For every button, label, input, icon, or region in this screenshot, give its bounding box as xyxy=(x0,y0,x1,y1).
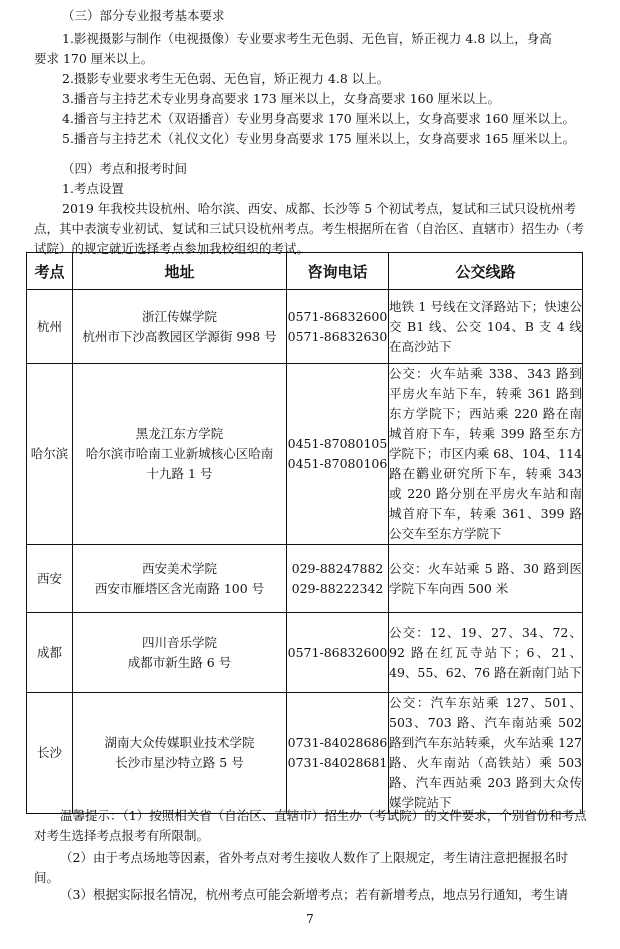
header-city: 考点 xyxy=(27,253,73,290)
venue-route: 公交：火车站乘 338、343 路到平房火车站下车，转乘 361 路到东方学院下；西站乘 220 路在南城首府下车，转乘 399 路至东方学院下；市区内乘 68、104、114 路在鹳业研究所下车，转乘 343 或 220 路分别在平房火车站和南城首府下车，转乘 361、399 路公交车至东方学院下 xyxy=(389,364,583,545)
venue-address xyxy=(73,545,287,613)
tip-1: 温馨提示：（1）按照相关省（自治区、直辖市）招生办（考试院）的文件要求，个别省份和考点对考生选择考点报考有所限制。 xyxy=(34,808,587,843)
venue-city: 哈尔滨 xyxy=(27,364,73,545)
venue-school: 西安美术学院 xyxy=(141,560,217,576)
venue-city: 长沙 xyxy=(27,693,73,814)
phone-number: 0451-87080105 xyxy=(287,436,388,451)
req-item-1-cont: 要求 170 厘米以上。 xyxy=(34,51,154,66)
venue-table-header xyxy=(27,253,583,290)
req-item-5: 5.播音与主持艺术（礼仪文化）专业男身高要求 175 厘米以上，女身高要求 165 厘米以上。 xyxy=(62,131,576,146)
phone-number: 0731-84028681 xyxy=(287,755,388,770)
venue-phone xyxy=(287,364,389,545)
venue-phone xyxy=(287,545,389,613)
venue-phone xyxy=(287,290,389,364)
venue-address xyxy=(73,693,287,814)
page-number: 7 xyxy=(306,912,314,926)
venue-school: 四川音乐学院 xyxy=(141,634,217,650)
section4-subheading: 1.考点设置 xyxy=(62,181,124,196)
venue-school: 黑龙江东方学院 xyxy=(135,426,224,441)
venue-street: 成都市新生路 6 号 xyxy=(127,654,232,670)
phone-number: 0731-84028686 xyxy=(287,735,388,750)
header-phone: 咨询电话 xyxy=(287,253,389,290)
phone-number: 029-88247882 xyxy=(291,560,384,576)
venue-address xyxy=(73,364,287,545)
tip-2: （2）由于考点场地等因素，省外考点对考生接收人数作了上限规定，考生请注意把握报名时间。 xyxy=(34,850,568,885)
venue-route: 地铁 1 号线在文泽路站下；快速公交 B1 线、公交 104、B 支 4 线在高沙站下 xyxy=(389,290,583,364)
venue-school: 浙江传媒学院 xyxy=(141,308,217,324)
venue-school: 湖南大众传媒职业技术学院 xyxy=(104,735,255,750)
phone-number: 0571-86832600 xyxy=(287,644,388,660)
table-row xyxy=(27,545,583,613)
venue-route: 公交：火车站乘 5 路、30 路到医学院下车向西 500 米 xyxy=(389,545,583,613)
venue-street: 长沙市星沙特立路 5 号 xyxy=(115,755,244,770)
section4-intro: 2019 年我校共设杭州、哈尔滨、西安、成都、长沙等 5 个初试考点，复试和三试只设杭州考点，其中表演专业初试、复试和三试只设杭州考点。考生根据所在省（自治区、直辖市）招生办（考试院）的规定就近选择考点参加我校组织的考试。 xyxy=(34,201,585,256)
phone-number: 0571-86832600 xyxy=(287,308,388,324)
venue-address xyxy=(73,613,287,693)
table-row xyxy=(27,364,583,545)
venue-street: 杭州市下沙高教园区学源街 998 号 xyxy=(82,328,277,344)
section4-heading: （四）考点和报考时间 xyxy=(62,161,188,176)
venue-street: 哈尔滨市哈南工业新城核心区哈南十九路 1 号 xyxy=(85,446,274,481)
req-item-3: 3.播音与主持艺术专业男身高要求 173 厘米以上，女身高要求 160 厘米以上。 xyxy=(62,91,501,106)
phone-number: 0451-87080106 xyxy=(287,456,388,471)
section3-heading: （三）部分专业报考基本要求 xyxy=(62,8,225,23)
header-bus-routes: 公交线路 xyxy=(389,253,583,290)
venue-route: 公交：汽车东站乘 127、501、503、703 路、汽车南站乘 502 路到汽车东站转乘，火车站乘 127 路、火车南站（高铁站）乘 503 路、汽车西站乘 203 路到大众传媒学院站下 xyxy=(389,693,583,814)
venue-phone xyxy=(287,613,389,693)
venue-city: 成都 xyxy=(27,613,73,693)
tip-3: （3）根据实际报名情况，杭州考点可能会新增考点；若有新增考点，地点另行通知，考生请 xyxy=(60,887,568,902)
table-row xyxy=(27,693,583,814)
req-item-4: 4.播音与主持艺术（双语播音）专业男身高要求 170 厘米以上，女身高要求 160 厘米以上。 xyxy=(62,111,576,126)
venue-street: 西安市雁塔区含光南路 100 号 xyxy=(94,580,265,596)
venue-table xyxy=(26,252,583,814)
table-row xyxy=(27,613,583,693)
venue-route: 公交：12、19、27、34、72、92 路在红瓦寺站下；6、21、49、55、62、76 路在新南门站下 xyxy=(389,613,583,693)
req-item-1: 1.影视摄影与制作（电视摄像）专业要求考生无色弱、无色盲，矫正视力 4.8 以上，身高 xyxy=(62,31,552,46)
header-address: 地址 xyxy=(73,253,287,290)
phone-number: 029-88222342 xyxy=(291,580,384,596)
req-item-2: 2.摄影专业要求考生无色弱、无色盲，矫正视力 4.8 以上。 xyxy=(62,71,390,86)
venue-phone xyxy=(287,693,389,814)
phone-number: 0571-86832630 xyxy=(287,328,388,344)
venue-city: 杭州 xyxy=(27,290,73,364)
venue-address xyxy=(73,290,287,364)
table-row xyxy=(27,290,583,364)
venue-city: 西安 xyxy=(27,545,73,613)
